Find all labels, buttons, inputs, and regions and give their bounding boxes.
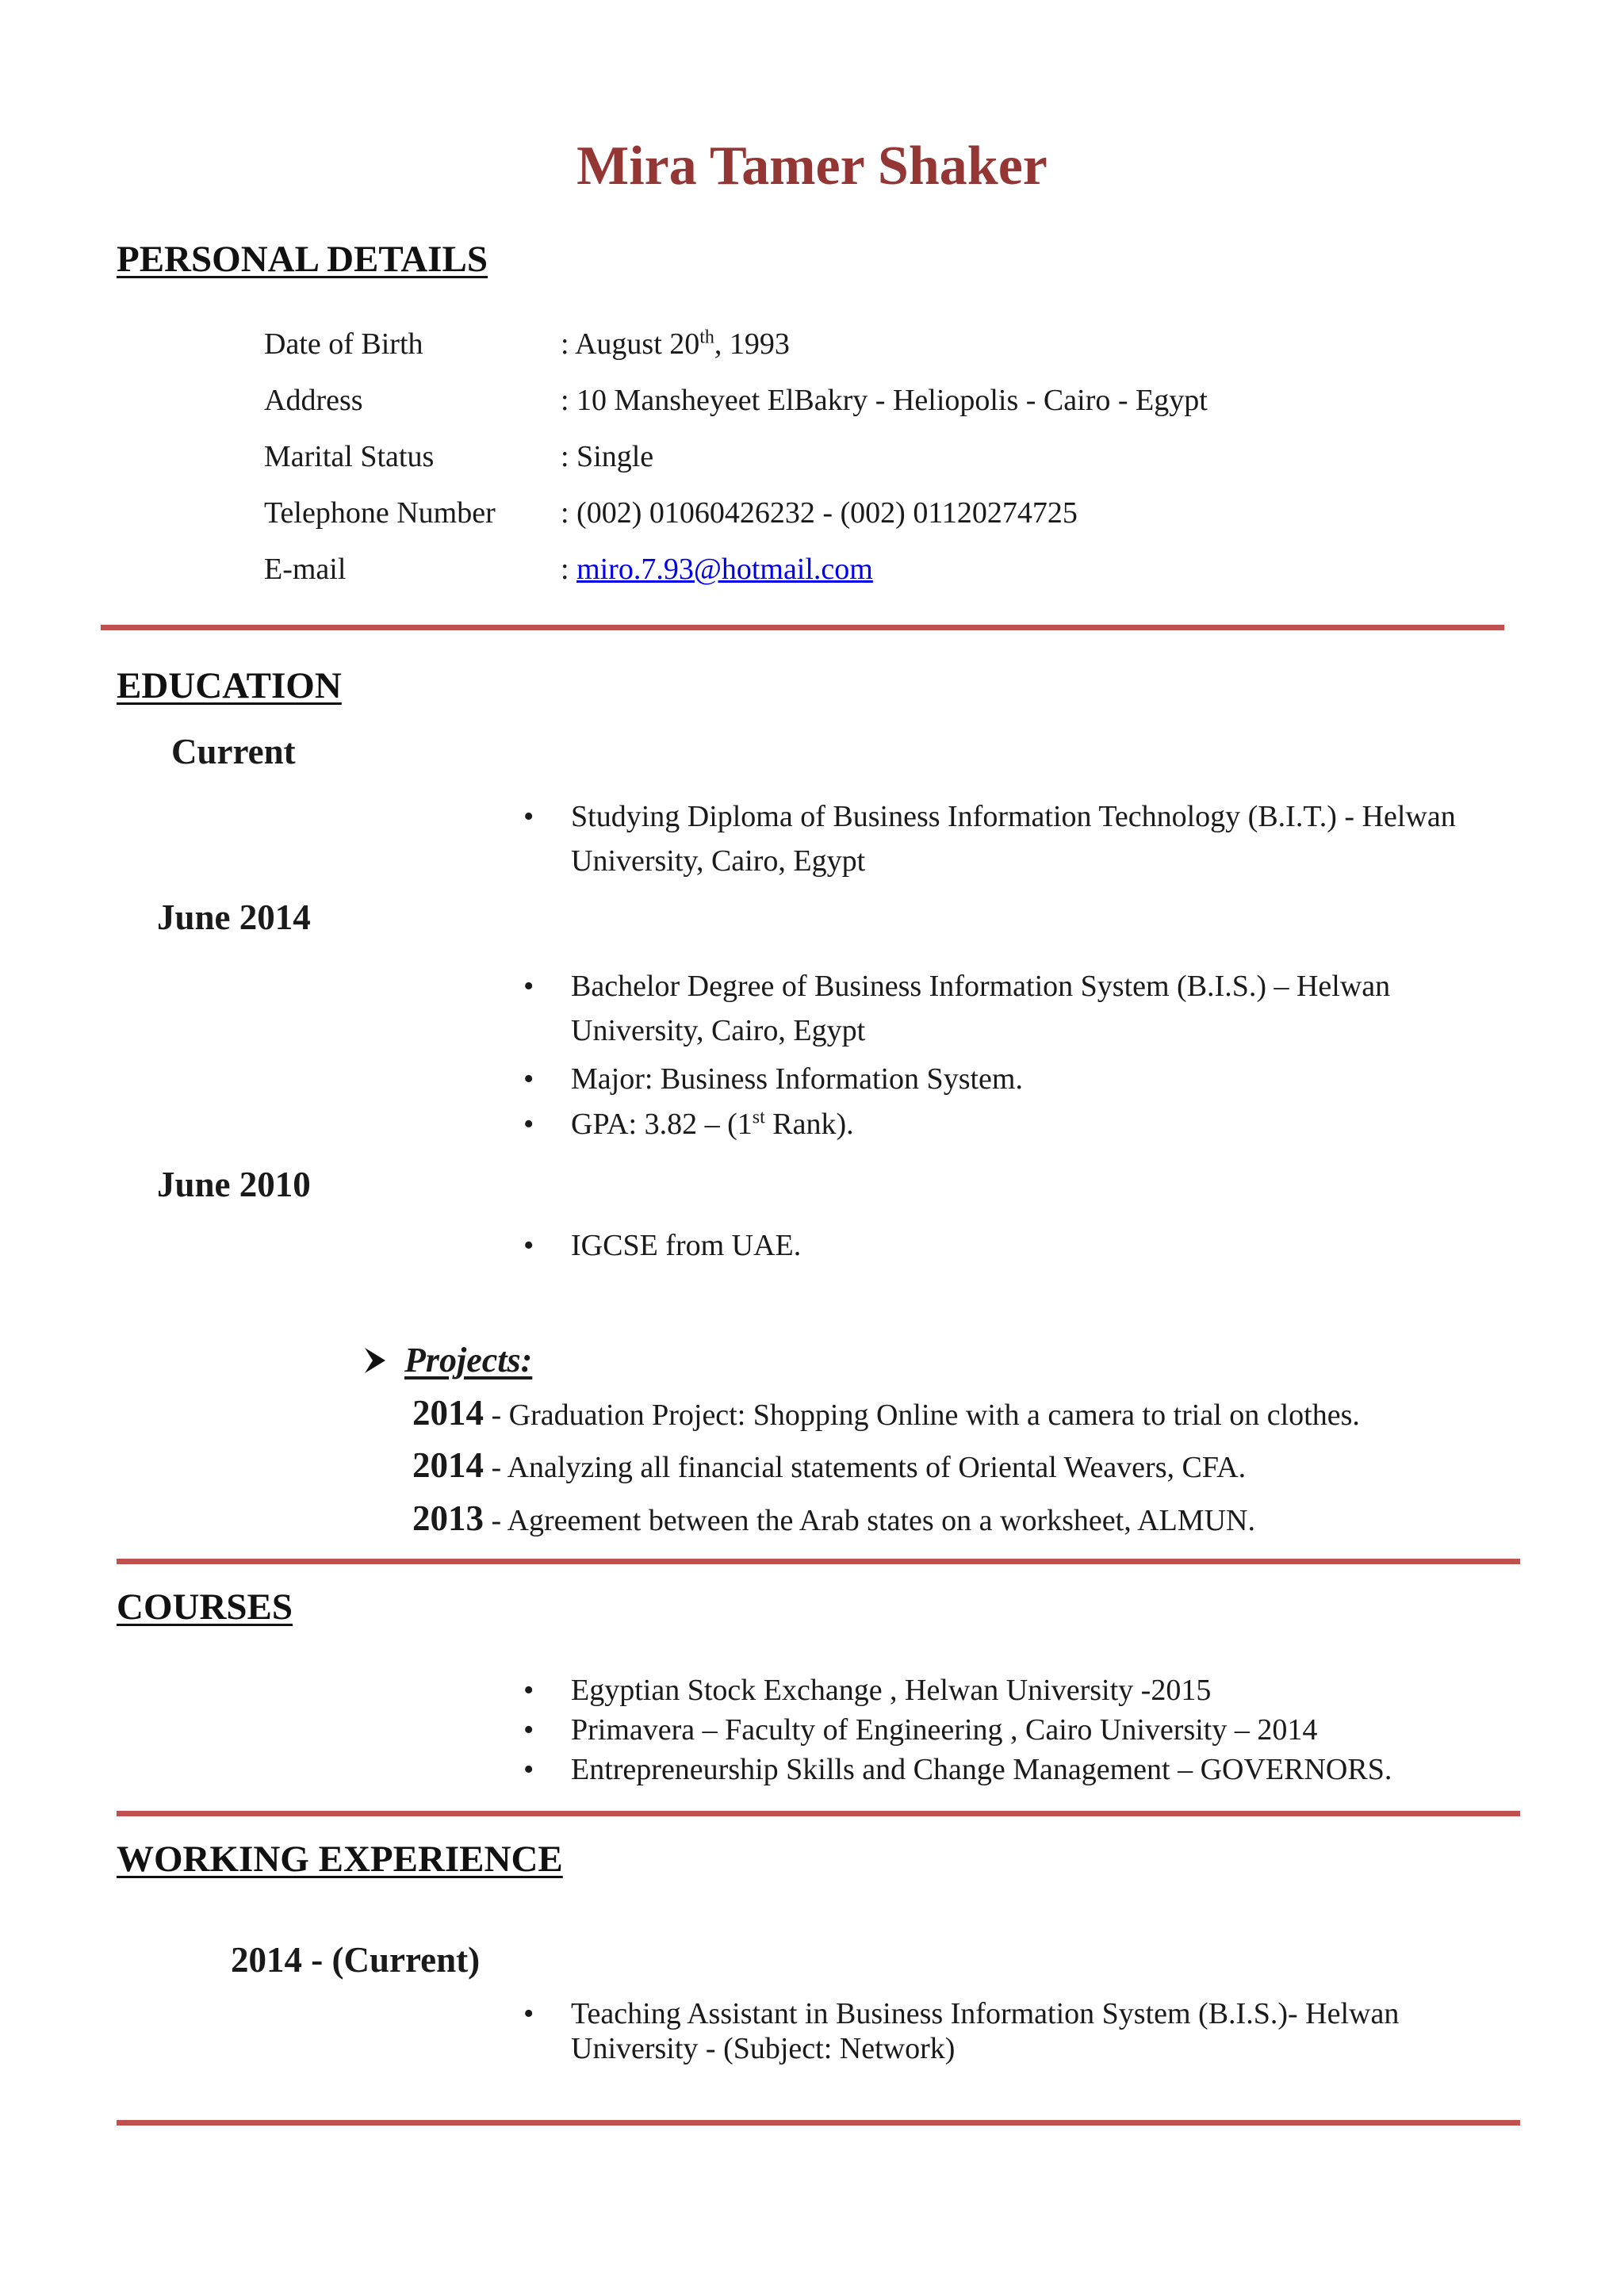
bullet-dot-icon: • <box>523 1713 534 1747</box>
email-label: E-mail <box>264 553 347 586</box>
email-value: : miro.7.93@hotmail.com <box>561 553 873 586</box>
courses-heading: COURSES <box>117 1586 293 1628</box>
project-line: 2014 - Graduation Project: Shopping Online with a camera to trial on clothes. <box>412 1393 1360 1433</box>
projects-title: Projects: <box>404 1341 533 1380</box>
list-item: • Egyptian Stock Exchange , Helwan University -2015 <box>571 1670 1475 1710</box>
list-item: • Major: Business Information System. <box>571 1057 1475 1101</box>
list-item: • IGCSE from UAE. <box>571 1223 1475 1268</box>
dob-value: : August 20th, 1993 <box>561 327 790 361</box>
education-date-june-2010: June 2010 <box>157 1165 311 1204</box>
education-date-june-2014: June 2014 <box>157 897 311 937</box>
working-experience-heading: WORKING EXPERIENCE <box>117 1839 563 1880</box>
email-link[interactable]: miro.7.93@hotmail.com <box>576 553 873 586</box>
bullet-dot-icon: • <box>523 1997 534 2030</box>
dob-label: Date of Birth <box>264 327 423 361</box>
bullet-dot-icon: • <box>523 1229 534 1262</box>
list-item: • GPA: 3.82 – (1st Rank). <box>571 1102 1475 1146</box>
telephone-value: : (002) 01060426232 - (002) 01120274725 <box>561 496 1078 530</box>
personal-details-heading: PERSONAL DETAILS <box>117 239 488 280</box>
list-item: • Primavera – Faculty of Engineering , Cairo University – 2014 <box>571 1710 1475 1750</box>
telephone-label: Telephone Number <box>264 496 496 530</box>
bullet-dot-icon: • <box>523 800 534 833</box>
education-date-current: Current <box>171 732 296 771</box>
section-divider <box>101 625 1504 630</box>
section-divider <box>117 2120 1520 2126</box>
address-value: : 10 Mansheyeet ElBakry - Heliopolis - Cairo - Egypt <box>561 384 1208 417</box>
projects-header <box>363 1340 532 1383</box>
list-item: • Bachelor Degree of Business Information System (B.I.S.) – Helwan University, Cairo, Egypt <box>571 964 1475 1053</box>
list-item: • Entrepreneurship Skills and Change Management – GOVERNORS. <box>571 1750 1522 1789</box>
arrowhead-icon <box>363 1343 387 1383</box>
project-line: 2013 - Agreement between the Arab states on a worksheet, ALMUN. <box>412 1498 1255 1538</box>
experience-date: 2014 - (Current) <box>231 1940 481 1980</box>
project-line: 2014 - Analyzing all financial statements of Oriental Weavers, CFA. <box>412 1445 1247 1485</box>
marital-status-value: : Single <box>561 440 654 473</box>
list-item: • Teaching Assistant in Business Information System (B.I.S.)- Helwan University - (Subject: Network) <box>523 1997 1400 2065</box>
list-item: • Studying Diploma of Business Information Technology (B.I.T.) - Helwan University, Cairo, Egypt <box>571 794 1475 883</box>
bullet-dot-icon: • <box>523 1108 534 1141</box>
bullet-dot-icon: • <box>523 1062 534 1096</box>
bullet-dot-icon: • <box>523 1674 534 1707</box>
education-heading: EDUCATION <box>117 665 342 706</box>
bullet-dot-icon: • <box>523 970 534 1003</box>
marital-status-label: Marital Status <box>264 440 435 473</box>
section-divider <box>117 1811 1520 1816</box>
section-divider <box>117 1559 1520 1564</box>
bullet-dot-icon: • <box>523 1753 534 1786</box>
resume-name: Mira Tamer Shaker <box>576 136 1048 197</box>
address-label: Address <box>264 384 363 417</box>
